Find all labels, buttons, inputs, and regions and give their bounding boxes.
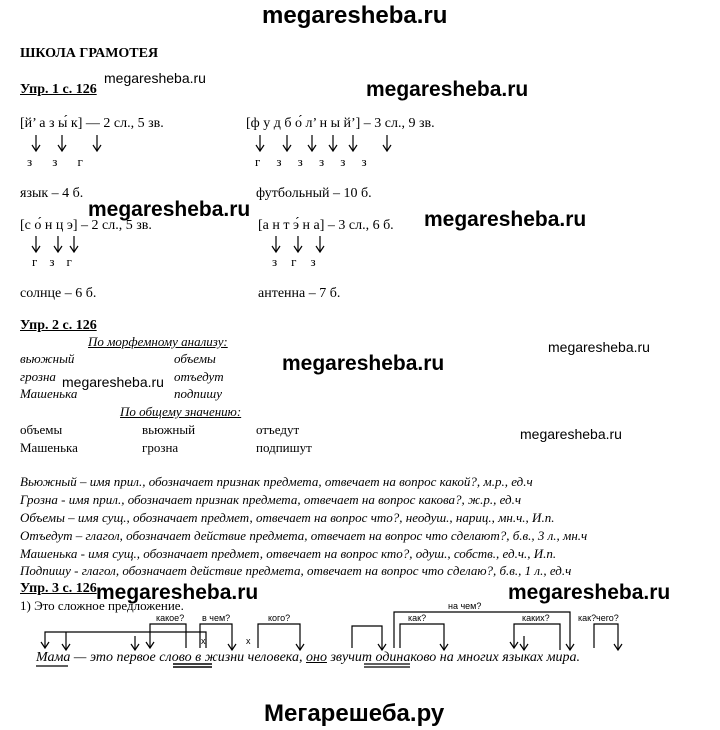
phoneme-mark: з: [318, 154, 341, 169]
note-line: Подпишу - глагол, обозначает действие предмета, отвечает на вопрос что сделаю?, б.в., 1 л., ед.ч: [20, 563, 572, 578]
general-header: По общему значению:: [120, 404, 242, 419]
result-yazyk: язык – 4 б.: [20, 186, 84, 201]
phoneme-mark: г: [77, 154, 103, 169]
watermark: megaresheba.ru: [96, 581, 259, 604]
general-word: объемы: [20, 422, 63, 437]
ex3-statement: 1) Это сложное предложение.: [20, 598, 184, 613]
ex1-title: Упр. 1 с. 126: [20, 82, 97, 97]
cross-mark: х: [201, 636, 206, 646]
general-word: грозна: [142, 440, 179, 455]
phoneme-mark: з: [297, 154, 319, 169]
ex2-title: Упр. 2 с. 126: [20, 318, 97, 333]
general-word: Машенька: [20, 440, 78, 455]
watermark-small: megaresheba.ru: [62, 374, 164, 390]
transcription-antenna: [а н т э́ н а] – 3 сл., 6 б.: [258, 218, 394, 233]
general-word: подпишут: [256, 440, 312, 455]
result-antenna: антенна – 7 б.: [258, 286, 341, 301]
arrows-solntse: [32, 236, 78, 252]
subject-word: слово: [159, 650, 192, 665]
ex3-title: Упр. 3 с. 126: [20, 581, 97, 596]
question-label: кого?: [268, 613, 291, 623]
arrows-yazyk: [32, 135, 101, 151]
question-label: на чем?: [448, 601, 482, 611]
phoneme-mark: з: [49, 254, 67, 269]
phoneme-mark: з: [310, 254, 330, 269]
note-line: Вьюжный – имя прил., обозначает признак предмета, отвечает на вопрос какой?, м.р., ед.ч: [20, 474, 533, 489]
arrows-antenna: [272, 236, 324, 252]
transcription-yazyk: [й’ а з ы́ к] — 2 сл., 5 зв.: [20, 116, 164, 131]
question-label: чего?: [596, 613, 619, 623]
morph-word: объемы: [174, 351, 216, 366]
phoneme-mark: з: [340, 154, 362, 169]
letters-antenna: [272, 254, 330, 270]
watermark-small: megaresheba.ru: [104, 70, 206, 86]
watermark: megaresheba.ru: [366, 78, 529, 101]
cross-mark: х: [246, 636, 251, 646]
morph-word: отъедут: [174, 369, 224, 384]
phoneme-mark: з: [272, 254, 292, 269]
phoneme-mark: г: [66, 254, 84, 269]
morph-word: подпишу: [174, 386, 222, 401]
arrows-futbolny: [256, 135, 391, 151]
question-label: каких?: [522, 613, 550, 623]
question-label: как?: [408, 613, 427, 623]
phoneme-mark: г: [255, 154, 277, 169]
note-line: Машенька - имя сущ., обозначает предмет, отвечает на вопрос кто?, одуш., собств., ед.ч., И.п.: [20, 546, 557, 561]
morph-word: Машенька: [20, 386, 78, 401]
phoneme-mark: г: [291, 254, 311, 269]
general-word: отъедут: [256, 422, 300, 437]
general-word: вьюжный: [142, 422, 196, 437]
predicate-word: звучит: [330, 650, 372, 665]
sentence-part: — это первое: [70, 650, 160, 665]
watermark-small: megaresheba.ru: [548, 339, 650, 355]
note-line: Отъедут – глагол, обозначает действие предмета, отвечает на вопрос что сделают?, б.в., 3 л., мн.ч: [20, 528, 588, 543]
result-solntse: солнце – 6 б.: [20, 286, 97, 301]
transcription-solntse: [с о́ н ц э] – 2 сл., 5 зв.: [20, 218, 152, 233]
morph-word: вьюжный: [20, 351, 75, 366]
note-line: Объемы – имя сущ., обозначает предмет, отвечает на вопрос что?, неодуш., нариц., мн.ч., И.п.: [20, 510, 555, 525]
subject-word: Мама: [36, 650, 71, 665]
section-title: ШКОЛА ГРАМОТЕЯ: [20, 46, 159, 61]
question-label: в чем?: [202, 613, 231, 623]
letters-solntse: [32, 254, 84, 270]
sentence-part: в жизни человека,: [191, 650, 306, 665]
watermark-bottom: Мегарешеба.ру: [264, 700, 445, 727]
note-line: Грозна - имя прил., обозначает признак предмета, отвечает на вопрос какова?, ж.р., ед.ч: [20, 492, 522, 507]
sentence-part: одинаково на многих языках мира.: [372, 650, 581, 665]
subject-word: оно: [306, 650, 327, 665]
morph-header: По морфемному анализу:: [88, 334, 228, 349]
watermark: megaresheba.ru: [282, 352, 445, 375]
letters-yazyk: [27, 154, 103, 170]
phoneme-mark: з: [52, 154, 78, 169]
phoneme-mark: з: [27, 154, 53, 169]
question-label: какое?: [156, 613, 185, 623]
result-futbolny: футбольный – 10 б.: [256, 186, 372, 201]
phoneme-mark: з: [361, 154, 383, 169]
phoneme-mark: г: [32, 254, 50, 269]
parsed-sentence: [36, 650, 580, 666]
phoneme-mark: з: [276, 154, 298, 169]
watermark: megaresheba.ru: [88, 198, 251, 221]
transcription-futbolny: [ф у д б о́ л’ н ы й’] – 3 сл., 9 зв.: [246, 116, 435, 131]
watermark-top: megaresheba.ru: [262, 2, 448, 29]
watermark-small: megaresheba.ru: [520, 426, 622, 442]
question-label: как?: [578, 613, 597, 623]
watermark: megaresheba.ru: [424, 208, 587, 231]
watermark: megaresheba.ru: [508, 581, 671, 604]
morph-word: грозна: [20, 369, 56, 384]
letters-futbolny: [255, 154, 383, 170]
